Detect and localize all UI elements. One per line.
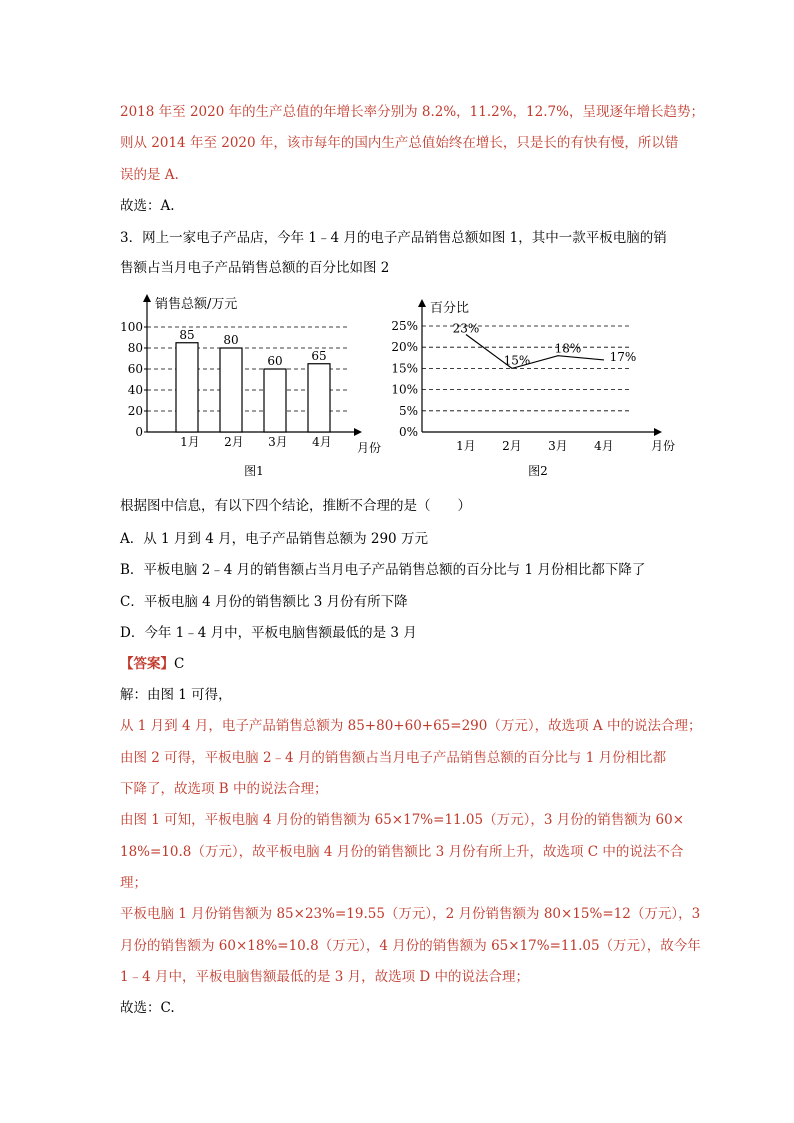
chart-title: 销售总额/万元 — [155, 297, 238, 312]
data-label: 60 — [267, 354, 283, 368]
data-label: 23% — [452, 321, 480, 336]
line-chart-figure-2 — [391, 299, 675, 478]
x-tick-label: 1月 — [456, 439, 476, 453]
y-tick-label: 20% — [391, 340, 418, 355]
x-tick-label: 1月 — [180, 435, 200, 449]
x-axis-label: 月份 — [650, 439, 676, 453]
paragraph-line: 故选：A. — [120, 198, 175, 214]
figure-caption: 图2 — [528, 464, 548, 478]
axis-arrow — [654, 428, 662, 436]
y-tick-label: 40 — [127, 383, 143, 397]
solution-line: 平板电脑 1 月份销售额为 85×23%=19.55（万元），2 月份销售额为 80×15%=12（万元），3 — [120, 906, 701, 922]
axis-arrow — [143, 294, 151, 302]
y-tick-label: 0 — [135, 425, 143, 439]
y-tick-label: 15% — [391, 361, 418, 376]
data-label: 17% — [609, 349, 637, 364]
x-tick-label: 3月 — [268, 435, 288, 449]
solution-line: 下降了，故选项 B 中的说法合理； — [120, 781, 328, 797]
y-tick-label: 10% — [391, 382, 418, 397]
series-line — [466, 334, 604, 368]
option-d: D．今年 1﹣4 月中，平板电脑售额最低的是 3 月 — [120, 625, 417, 641]
question-stem: 3．网上一家电子产品店，今年 1﹣4 月的电子产品销售总额如图 1，其中一款平板电脑的销 — [120, 230, 667, 246]
option-b: B．平板电脑 2﹣4 月的销售额占当月电子产品销售总额的百分比与 1 月份相比都下降了 — [120, 562, 646, 578]
y-tick-label: 5% — [398, 403, 418, 418]
axis-arrow — [354, 428, 362, 436]
solution-line: 月份的销售额为 60×18%=10.8（万元），4 月份的销售额为 65×17%=11.05（万元），故今年 — [120, 938, 701, 954]
question-prompt: 根据图中信息，有以下四个结论，推断不合理的是（ ） — [120, 498, 471, 514]
bar — [308, 364, 330, 432]
answer-tag: 【答案】 — [120, 656, 174, 672]
option-a: A．从 1 月到 4 月，电子产品销售总额为 290 万元 — [120, 531, 428, 547]
y-tick-label: 100 — [120, 320, 143, 334]
x-axis-label: 月份 — [356, 441, 382, 455]
y-tick-label: 0% — [398, 425, 418, 439]
data-label: 65 — [311, 348, 327, 363]
solution-line: 由图 1 可知，平板电脑 4 月份的销售额为 65×17%=11.05（万元），3 月份的销售额为 60× — [120, 812, 684, 828]
bar — [220, 348, 242, 432]
answer-value: C — [174, 656, 185, 672]
solution-line: 解：由图 1 可得， — [120, 687, 232, 703]
bar — [176, 343, 198, 432]
question-stem: 售额占当月电子产品销售总额的百分比如图 2 — [120, 260, 390, 276]
axis-arrow — [418, 299, 426, 307]
paragraph-line: 误的是 A. — [120, 167, 179, 183]
paragraph-line: 则从 2014 年至 2020 年，该市每年的国内生产总值始终在增长，只是长的有快有慢，所以错 — [120, 135, 679, 151]
data-label: 80 — [223, 333, 239, 347]
figure-caption: 图1 — [244, 464, 264, 478]
solution-line: 1﹣4 月中，平板电脑售额最低的是 3 月，故选项 D 中的说法合理； — [120, 969, 530, 985]
y-tick-label: 80 — [127, 341, 143, 355]
answer-line — [120, 655, 184, 673]
solution-line: 从 1 月到 4 月，电子产品销售总额为 85+80+60+65=290（万元），故选项 A 中的说法合理； — [120, 718, 702, 734]
option-c: C．平板电脑 4 月份的销售额比 3 月份有所下降 — [120, 594, 408, 610]
x-tick-label: 3月 — [548, 439, 568, 453]
data-label: 15% — [503, 353, 531, 368]
figures — [0, 285, 794, 490]
paragraph-line: 2018 年至 2020 年的生产总值的年增长率分别为 8.2%，11.2%，12.7%，呈现逐年增长趋势； — [120, 104, 704, 120]
x-tick-label: 4月 — [594, 439, 614, 453]
solution-line: 18%=10.8（万元），故平板电脑 4 月份的销售额比 3 月份有所上升，故选项 C 中的说法不合 — [120, 844, 684, 860]
y-tick-label: 20 — [127, 404, 143, 418]
solution-line: 由图 2 可得，平板电脑 2﹣4 月的销售额占当月电子产品销售总额的百分比与 1 月份相比都 — [120, 750, 667, 766]
bar-chart-figure-1 — [120, 294, 381, 478]
x-tick-label: 2月 — [502, 439, 522, 453]
x-tick-label: 4月 — [312, 435, 332, 449]
x-tick-label: 2月 — [224, 435, 244, 449]
solution-line: 故选：C. — [120, 1000, 175, 1016]
bar — [264, 369, 286, 432]
data-label: 18% — [554, 341, 582, 356]
y-tick-label: 60 — [127, 362, 143, 376]
chart-title: 百分比 — [430, 301, 470, 316]
solution-line: 理； — [120, 875, 147, 891]
data-label: 85 — [179, 327, 195, 342]
y-tick-label: 25% — [391, 319, 418, 333]
